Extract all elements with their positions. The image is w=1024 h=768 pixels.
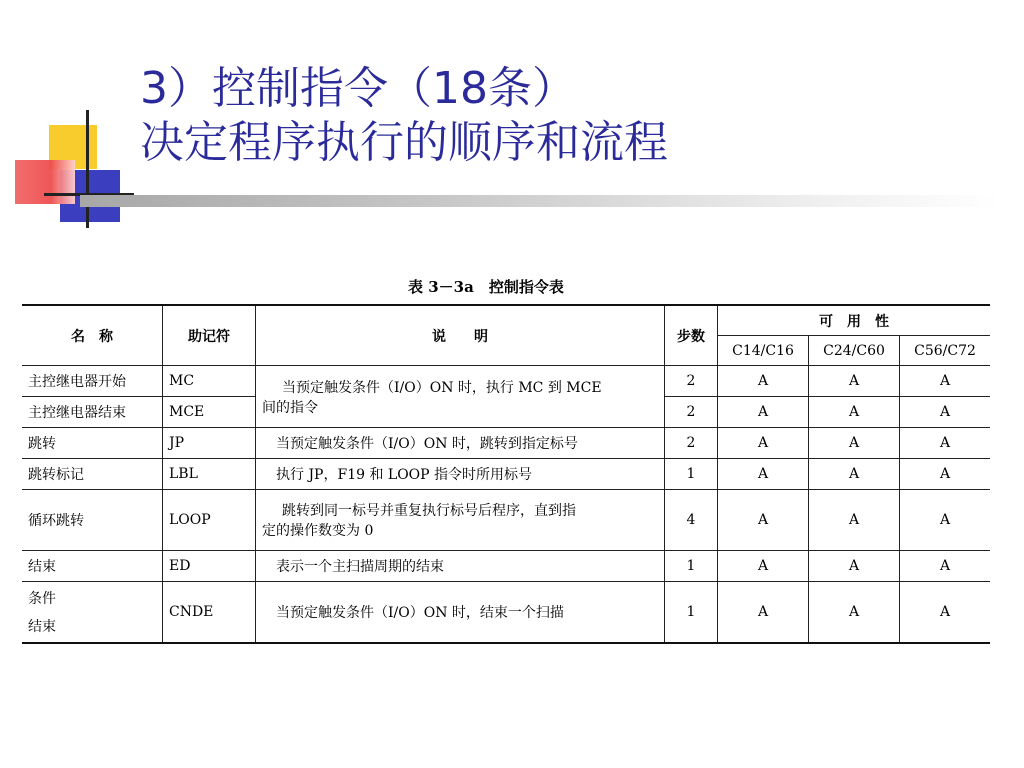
cell-steps: 1: [665, 551, 718, 582]
cell-description: 当预定触发条件（I/O）ON 时，结束一个扫描: [256, 582, 665, 644]
cell-mnemonic: CNDE: [163, 582, 256, 644]
table-row: [22, 551, 990, 582]
cell-description: 执行 JP，F19 和 LOOP 指令时所用标号: [256, 459, 665, 490]
table-row: [22, 428, 990, 459]
header-steps: 步数: [665, 305, 718, 366]
cell-avail-c14: A: [718, 582, 809, 644]
cell-avail-c14: A: [718, 397, 809, 428]
cnde-name-line1: 条件: [28, 591, 56, 607]
slide-title: [140, 62, 668, 170]
table-row: [22, 459, 990, 490]
cell-name: [22, 582, 163, 644]
title-underline-rule: [80, 195, 1000, 207]
cell-avail-c24: A: [809, 551, 900, 582]
header-model-c24: C24/C60: [809, 336, 900, 366]
cell-description: [256, 490, 665, 551]
cell-avail-c24: A: [809, 582, 900, 644]
table-row: [22, 582, 990, 644]
cell-steps: 2: [665, 397, 718, 428]
cell-avail-c14: A: [718, 551, 809, 582]
cell-avail-c56: A: [900, 551, 991, 582]
logo-square-red: [15, 160, 75, 204]
header-availability: 可 用 性: [718, 305, 991, 336]
cell-avail-c24: A: [809, 366, 900, 397]
cell-avail-c24: A: [809, 428, 900, 459]
loop-desc-line2: 定的操作数变为 0: [262, 523, 374, 539]
cell-avail-c14: A: [718, 366, 809, 397]
cell-avail-c56: A: [900, 428, 991, 459]
cell-name: 跳转: [22, 428, 163, 459]
header-name: 名 称: [22, 305, 163, 366]
loop-desc-line1: 跳转到同一标号并重复执行标号后程序，直到指: [282, 503, 576, 519]
cell-name: 跳转标记: [22, 459, 163, 490]
cell-mnemonic: LOOP: [163, 490, 256, 551]
cell-avail-c14: A: [718, 428, 809, 459]
header-description: 说 明: [256, 305, 665, 366]
cell-description: 表示一个主扫描周期的结束: [256, 551, 665, 582]
cnde-name-line2: 结束: [28, 619, 56, 635]
cell-avail-c56: A: [900, 490, 991, 551]
cell-steps: 1: [665, 459, 718, 490]
cell-avail-c24: A: [809, 397, 900, 428]
cell-name: 主控继电器开始: [22, 366, 163, 397]
cell-avail-c24: A: [809, 490, 900, 551]
cell-steps: 4: [665, 490, 718, 551]
cell-avail-c24: A: [809, 459, 900, 490]
cell-avail-c14: A: [718, 490, 809, 551]
cell-steps: 1: [665, 582, 718, 644]
cell-mnemonic: MCE: [163, 397, 256, 428]
cell-description: 当预定触发条件（I/O）ON 时，跳转到指定标号: [256, 428, 665, 459]
header-model-c56: C56/C72: [900, 336, 991, 366]
cell-avail-c14: A: [718, 459, 809, 490]
table-header-row: [22, 305, 990, 336]
cell-mnemonic: ED: [163, 551, 256, 582]
cell-description-mc-mce: [256, 366, 665, 428]
cell-avail-c56: A: [900, 582, 991, 644]
slide-title-line1: 3）控制指令（18条）: [140, 63, 576, 114]
cell-steps: 2: [665, 428, 718, 459]
cell-avail-c56: A: [900, 397, 991, 428]
header-model-c14: C14/C16: [718, 336, 809, 366]
cell-mnemonic: JP: [163, 428, 256, 459]
cell-steps: 2: [665, 366, 718, 397]
mc-desc-line1: 当预定触发条件（I/O）ON 时，执行 MC 到 MCE: [282, 379, 602, 396]
cell-avail-c56: A: [900, 366, 991, 397]
control-instruction-table: [22, 304, 990, 644]
logo-vertical-line: [86, 110, 89, 228]
cell-name: 结束: [22, 551, 163, 582]
table-row: [22, 366, 990, 397]
cell-mnemonic: MC: [163, 366, 256, 397]
table-row: [22, 490, 990, 551]
slide-title-line2: 决定程序执行的顺序和流程: [140, 117, 668, 168]
cell-avail-c56: A: [900, 459, 991, 490]
cell-name: 循环跳转: [22, 490, 163, 551]
cell-mnemonic: LBL: [163, 459, 256, 490]
header-mnemonic: 助记符: [163, 305, 256, 366]
mc-desc-line2: 间的指令: [262, 399, 318, 416]
table-caption: 表 3－3a 控制指令表: [408, 278, 564, 296]
cell-name: 主控继电器结束: [22, 397, 163, 428]
